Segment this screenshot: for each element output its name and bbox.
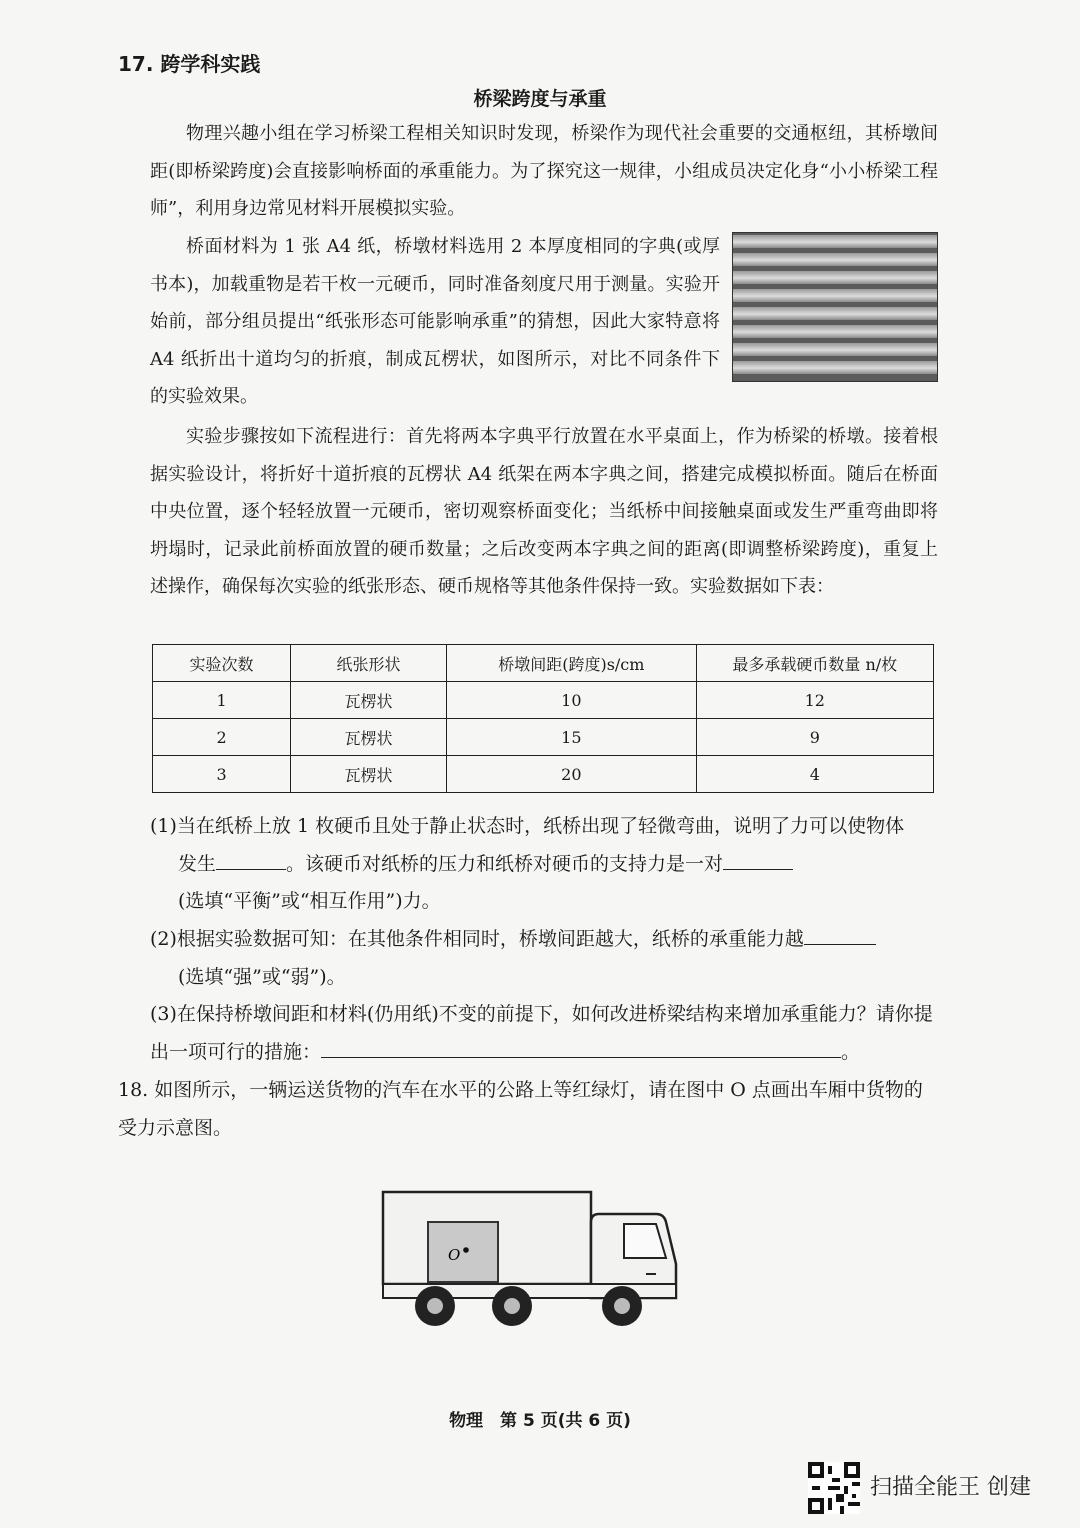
table-cell: 瓦楞状 [291, 719, 447, 756]
wheel-2 [492, 1286, 532, 1326]
table-cell: 15 [447, 719, 697, 756]
table-header-cell: 纸张形状 [291, 645, 447, 682]
table-cell: 2 [153, 719, 291, 756]
sub-question-1-line1: (1)当在纸桥上放 1 枚硬币且处于静止状态时，纸桥出现了轻微弯曲，说明了力可以使物体 [150, 815, 905, 837]
sub-question-1-text-b: 发生 [178, 852, 217, 875]
answer-blank-1a[interactable] [216, 849, 286, 870]
sub-question-1-text-c: 。该硬币对纸桥的压力和纸桥对硬币的支持力是一对 [286, 852, 724, 875]
table-row [153, 719, 934, 756]
table-header-row [153, 645, 934, 682]
table-cell: 20 [447, 756, 697, 793]
table-cell: 1 [153, 682, 291, 719]
sub-question-2-hint: (选填“强”或“弱”)。 [178, 965, 346, 988]
answer-blank-1b[interactable] [723, 849, 793, 870]
table-cell: 瓦楞状 [291, 682, 447, 719]
table-header-cell: 实验次数 [153, 645, 291, 682]
table-row [153, 682, 934, 719]
table-cell: 12 [696, 682, 933, 719]
section-title: 桥梁跨度与承重 [473, 88, 607, 110]
table-cell: 9 [696, 719, 933, 756]
scanner-watermark: 扫描全能王 创建 [870, 1475, 1031, 1500]
sub-question-1-line2 [150, 846, 940, 884]
point-o-label: O [448, 1246, 461, 1264]
sub-question-2 [150, 921, 940, 996]
sub-question-1-line3: (选填“平衡”或“相互作用”)力。 [178, 890, 441, 912]
wheel-1 [415, 1286, 455, 1326]
table-header-cell: 桥墩间距(跨度)s/cm [447, 645, 697, 682]
intro-paragraph: 物理兴趣小组在学习桥梁工程相关知识时发现，桥梁作为现代社会重要的交通枢纽，其桥墩间距(即桥梁跨度)会直接影响桥面的承重能力。为了探究这一规律，小组成员决定化身“小小桥梁工程师”，利用身边常见材料开展模拟实验。 [150, 123, 938, 219]
table-row [153, 756, 934, 793]
wheel-3 [602, 1286, 642, 1326]
corrugated-paper-photo [732, 232, 938, 382]
qr-code-icon [808, 1462, 860, 1514]
sub-question-2-text: (2)根据实验数据可知：在其他条件相同时，桥墩间距越大，纸桥的承重能力越 [150, 928, 804, 950]
cargo-item [428, 1222, 498, 1282]
table-cell: 4 [696, 756, 933, 793]
table-header-cell: 最多承载硬币数量 n/枚 [696, 645, 933, 682]
sub-question-3 [150, 996, 940, 1071]
table-cell: 3 [153, 756, 291, 793]
question-17-number: 17. 跨学科实践 [118, 52, 261, 76]
sub-question-1 [150, 808, 940, 921]
answer-blank-3[interactable] [321, 1037, 841, 1058]
truck-diagram [380, 1186, 680, 1334]
table-cell: 10 [447, 682, 697, 719]
sub-question-3-end: 。 [841, 1040, 861, 1063]
page-footer: 物理 第 5 页(共 6 页) [449, 1411, 631, 1431]
experiment-data-table [152, 644, 934, 793]
materials-paragraph: 桥面材料为 1 张 A4 纸，桥墩材料选用 2 本厚度相同的字典(或厚书本)，加载重物是若干枚一元硬币，同时准备刻度尺用于测量。实验开始前，部分组员提出“纸张形态可能影响承重”的猜想，因此大家特意将 A4 纸折出十道均匀的折痕，制成瓦楞状，如图所示，对比不同条件下的实验效果。 [150, 236, 720, 407]
question-18-text: 18. 如图所示，一辆运送货物的汽车在水平的公路上等红绿灯，请在图中 O 点画出车厢中货物的受力示意图。 [118, 1079, 923, 1139]
procedure-paragraph: 实验步骤按如下流程进行：首先将两本字典平行放置在水平桌面上，作为桥梁的桥墩。接着根据实验设计，将折好十道折痕的瓦楞状 A4 纸架在两本字典之间，搭建完成模拟桥面。随后在桥面中央位置，逐个轻轻放置一元硬币，密切观察桥面变化；当纸桥中间接触桌面或发生严重弯曲即将坍塌时，记录此前桥面放置的硬币数量；之后改变两本字典之间的距离(即调整桥梁跨度)，重复上述操作，确保每次实验的纸张形态、硬币规格等其他条件保持一致。实验数据如下表： [150, 426, 938, 597]
answer-blank-2[interactable] [804, 924, 876, 945]
sub-question-3-text: (3)在保持桥墩间距和材料(仍用纸)不变的前提下，如何改进桥梁结构来增加承重能力？请你提出一项可行的措施： [150, 1003, 933, 1063]
point-o [463, 1247, 469, 1253]
table-cell: 瓦楞状 [291, 756, 447, 793]
